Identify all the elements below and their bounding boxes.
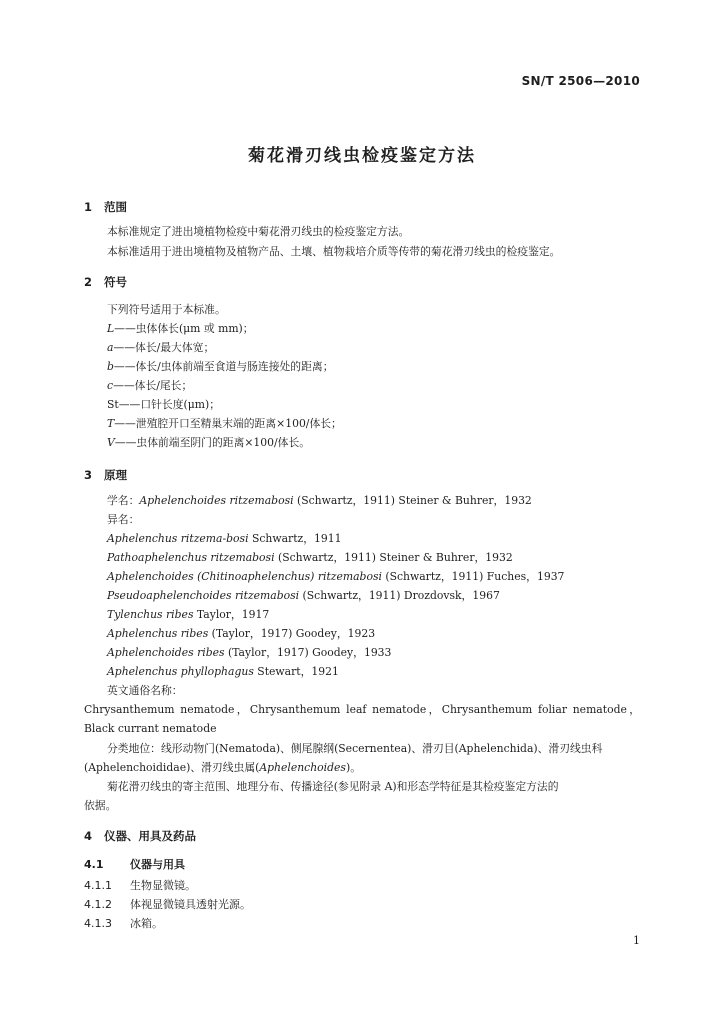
page-number: 1 <box>633 934 640 947</box>
basis-line: 依据。 <box>84 799 117 812</box>
species-name: Aphelenchus ritzema-bosi <box>107 532 249 545</box>
classification-line <box>84 761 361 775</box>
species-name: Aphelenchoides ribes <box>107 646 225 659</box>
authority: (Taylor，1917) Goodey，1933 <box>224 646 392 659</box>
symbol-desc: ——口针长度(μm)； <box>118 398 221 411</box>
subsection-4-1-heading <box>84 856 185 872</box>
genus-name: Aphelenchoides <box>259 761 346 774</box>
item-number: 4.1.2 <box>84 898 112 911</box>
paragraph: 本标准规定了进出境植物检疫中菊花滑刃线虫的检疫鉴定方法。 <box>107 225 410 238</box>
symbol-line <box>107 360 334 374</box>
symbol: St <box>107 398 119 411</box>
symbol: a <box>107 341 114 354</box>
synonym <box>107 627 375 641</box>
paragraph: 本标准适用于进出境植物及植物产品、土壤、植物栽培介质等传带的菊花滑刃线虫的检疫鉴定。 <box>107 245 561 258</box>
item-number: 4.1.3 <box>84 917 112 930</box>
species-name: Pathoaphelenchus ritzemabosi <box>107 551 275 564</box>
symbol-line <box>107 379 192 393</box>
section-title: 仪器、用具及药品 <box>104 829 196 843</box>
section-number: 2 <box>84 275 93 289</box>
symbol-line <box>107 398 220 412</box>
section-2-heading <box>84 274 127 290</box>
synonym <box>107 570 564 584</box>
section-1-heading <box>84 199 127 215</box>
classification-text: (Aphelenchoididae)、滑刃线虫属( <box>84 761 260 774</box>
classification-text: )。 <box>345 761 361 774</box>
symbol: L <box>107 322 115 335</box>
symbol-desc: ——体长/虫体前端至食道与肠连接处的距离； <box>113 360 334 373</box>
synonym <box>107 551 513 565</box>
species-name: Tylenchus ribes <box>107 608 194 621</box>
subsection-number: 4.1 <box>84 858 104 871</box>
basis-line: 菊花滑刃线虫的寄主范围、地理分布、传播途径(参见附录 A)和形态学特征是其检疫鉴定方法的 <box>107 780 559 793</box>
symbol-desc: ——体长/尾长； <box>113 379 193 392</box>
synonym <box>107 608 269 622</box>
section-3-heading <box>84 467 127 483</box>
item-text: 冰箱。 <box>130 917 163 930</box>
item-text: 生物显微镜。 <box>130 879 196 892</box>
species-name: Aphelenchoides (Chitinoaphelenchus) ritzemabosi <box>107 570 382 583</box>
standard-number: SN/T 2506—2010 <box>521 74 640 88</box>
symbol-line <box>107 436 310 450</box>
authority: (Schwartz，1911) Drozdovsk，1967 <box>299 589 500 602</box>
paragraph: 下列符号适用于本标准。 <box>107 303 226 316</box>
label: 学名： <box>107 494 140 507</box>
synonym <box>107 665 339 679</box>
species-name: Pseudoaphelenchoides ritzemabosi <box>107 589 300 602</box>
symbol-line <box>107 341 214 355</box>
symbol-desc: ——虫体前端至阴门的距离×100/体长。 <box>114 436 311 449</box>
section-title: 范围 <box>104 200 127 214</box>
common-name-label: 英文通俗名称： <box>107 684 183 697</box>
classification-line: 分类地位：线形动物门(Nematoda)、侧尾腺纲(Secernentea)、滑刃目(Aphelenchida)、滑刃线虫科 <box>107 742 603 755</box>
item-number: 4.1.1 <box>84 879 112 892</box>
common-names-line <box>84 703 640 717</box>
subsection-title: 仪器与用具 <box>130 858 185 871</box>
synonym <box>107 646 391 660</box>
symbol: b <box>107 360 114 373</box>
species-name: Aphelenchus phyllophagus <box>107 665 254 678</box>
symbol: T <box>107 417 115 430</box>
symbol-desc: ——泄殖腔开口至精巢末端的距离×100/体长； <box>114 417 342 430</box>
section-title: 原理 <box>104 468 127 482</box>
authority: (Schwartz，1911) Steiner & Buhrer，1932 <box>293 494 532 507</box>
list-item <box>84 877 196 893</box>
document-title: 菊花滑刃线虫检疫鉴定方法 <box>248 146 476 166</box>
scientific-name-line <box>107 494 532 508</box>
symbol: V <box>107 436 115 449</box>
authority: (Taylor，1917) Goodey，1923 <box>208 627 376 640</box>
symbol: c <box>107 379 114 392</box>
list-item <box>84 896 251 912</box>
authority: Schwartz，1911 <box>248 532 342 545</box>
section-title: 符号 <box>104 275 127 289</box>
symbol-desc: ——虫体体长(μm 或 mm)； <box>114 322 254 335</box>
symbol-line <box>107 417 342 431</box>
common-names-text: Chrysanthemum nematode，Chrysanthemum leaf nematode，Chrysanthemum foliar nematode， <box>84 703 640 716</box>
synonym <box>107 589 500 603</box>
item-text: 体视显微镜具透射光源。 <box>130 898 251 911</box>
species-name: Aphelenchus ribes <box>107 627 209 640</box>
section-number: 4 <box>84 829 93 843</box>
section-number: 1 <box>84 200 93 214</box>
section-number: 3 <box>84 468 93 482</box>
common-names-line: Black currant nematode <box>84 722 217 735</box>
authority: (Schwartz，1911) Fuches，1937 <box>381 570 565 583</box>
authority: (Schwartz，1911) Steiner & Buhrer，1932 <box>274 551 513 564</box>
symbol-desc: ——体长/最大体宽； <box>113 341 215 354</box>
symbol-line <box>107 322 254 336</box>
synonym-label: 异名： <box>107 513 140 526</box>
synonym <box>107 532 342 546</box>
section-4-heading <box>84 828 196 844</box>
authority: Taylor，1917 <box>193 608 270 621</box>
species-name: Aphelenchoides ritzemabosi <box>139 494 294 507</box>
list-item <box>84 915 163 931</box>
authority: Stewart，1921 <box>253 665 339 678</box>
